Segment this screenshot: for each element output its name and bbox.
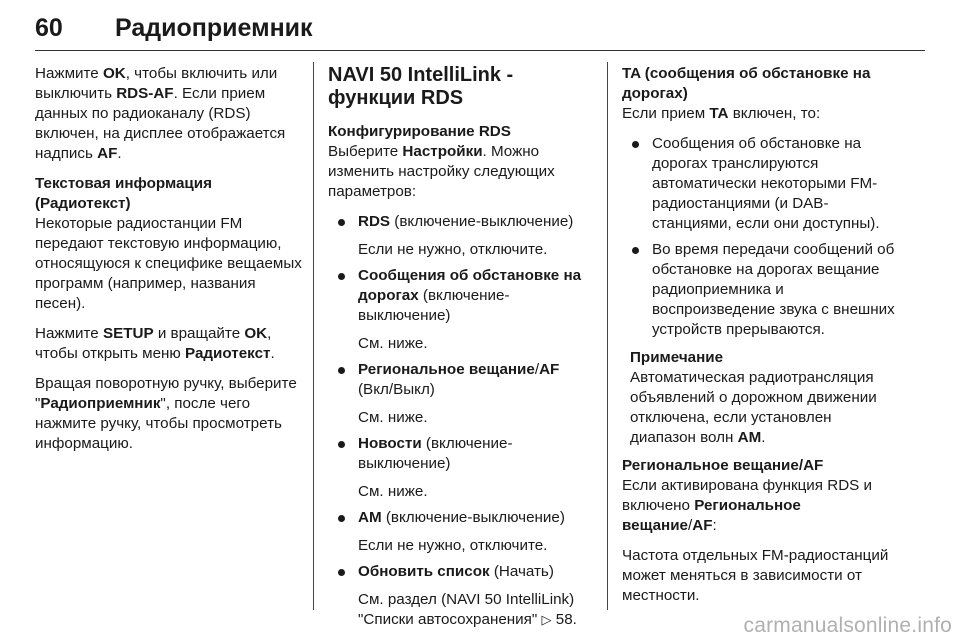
bullet-icon bbox=[632, 247, 639, 254]
page-header bbox=[35, 6, 925, 52]
paragraph-regional-intro: Если активирована функция RDS и включено Региональное вещание/AF: bbox=[622, 477, 873, 534]
list-item-update-list: Обновить список (Начать) bbox=[328, 562, 596, 582]
item-note-regional: См. ниже. bbox=[358, 409, 428, 426]
page-number: 60 bbox=[35, 14, 63, 42]
page-title: Радиоприемник bbox=[115, 14, 313, 42]
paragraph-ta-intro: Если прием TA включен, то: bbox=[622, 105, 821, 122]
bullet-icon bbox=[338, 273, 345, 280]
menu-radiotext: Радиотекст bbox=[185, 345, 271, 362]
menu-radio: Радиоприемник bbox=[40, 395, 161, 412]
note-title: Примечание bbox=[630, 349, 724, 366]
watermark: carmanualsonline.info bbox=[743, 614, 952, 637]
item-note-news: См. ниже. bbox=[358, 483, 428, 500]
column-divider-1 bbox=[313, 62, 314, 610]
paragraph-rds-af: Нажмите OK, чтобы включить или выключить RDS-AF. Если прием данных по радиоканалу (RDS) включен, на дисплее отображается надпись AF. bbox=[35, 65, 286, 162]
section-title-navi50: NAVI 50 IntelliLink - функции RDS bbox=[328, 64, 514, 109]
bullet-icon bbox=[338, 441, 345, 448]
item-note-traffic: См. ниже. bbox=[358, 335, 428, 352]
column-1 bbox=[35, 64, 303, 464]
key-rds-af: RDS-AF bbox=[116, 85, 174, 102]
key-af: AF bbox=[97, 145, 118, 162]
page-ref-number: 58. bbox=[555, 611, 577, 628]
bullet-icon bbox=[632, 141, 639, 148]
item-note-rds: Если не нужно, отключите. bbox=[358, 241, 548, 258]
heading-regional-af: Региональное вещание/AF bbox=[622, 457, 824, 474]
bullet-icon bbox=[338, 219, 345, 226]
item-note-update-list: См. раздел (NAVI 50 IntelliLink) "Списки автосохранения" ▷ 58. bbox=[358, 591, 577, 628]
list-item-regional: Региональное вещание/AF (Вкл/Выкл) bbox=[328, 360, 596, 400]
bullet-icon bbox=[338, 569, 345, 576]
column-divider-2 bbox=[607, 62, 608, 610]
paragraph-setup: Нажмите SETUP и вращайте OK, чтобы открыть меню Радиотекст. bbox=[35, 325, 275, 362]
paragraph-frequency: Частота отдельных FM-радиостанций может меняться в зависимости от местности. bbox=[622, 547, 889, 604]
key-ta: TA bbox=[709, 105, 729, 122]
note-box bbox=[622, 348, 897, 448]
list-item-traffic: Сообщения об обстановке на дорогах (включение-выключение) bbox=[328, 266, 596, 326]
heading-radiotext: Текстовая информация (Радиотекст) bbox=[35, 175, 212, 212]
paragraph-rotary: Вращая поворотную ручку, выберите "Радиоприемник", после чего нажмите ручку, чтобы просмотреть информацию. bbox=[35, 375, 297, 452]
bullet-icon bbox=[338, 367, 345, 374]
paragraph-radiotext-intro: Некоторые радиостанции FM передают текстовую информацию, относящуюся к специфике вещаемых программ (например, названия песен). bbox=[35, 215, 302, 312]
menu-settings: Настройки bbox=[402, 143, 483, 160]
ta-list bbox=[622, 134, 897, 340]
key-am: AM bbox=[737, 429, 762, 446]
list-item-rds: RDS (включение-выключение) bbox=[328, 212, 596, 232]
page-ref-icon: ▷ bbox=[541, 612, 552, 627]
list-item-am: AM (включение-выключение) bbox=[328, 508, 596, 528]
column-2 bbox=[328, 64, 596, 636]
item-note-am: Если не нужно, отключите. bbox=[358, 537, 548, 554]
list-item-ta-1: Сообщения об обстановке на дорогах транслируются автоматически некоторыми FM-радиостанциями (и DAB-станциями, если они доступны). bbox=[622, 134, 897, 234]
column-3 bbox=[622, 64, 897, 616]
note-text: Автоматическая радиотрансляция объявлений о дорожном движении отключена, если установлен диапазон волн AM. bbox=[630, 369, 877, 446]
heading-ta: TA (сообщения об обстановке на дорогах) bbox=[622, 65, 871, 102]
key-setup: SETUP bbox=[102, 325, 154, 342]
list-item-news: Новости (включение-выключение) bbox=[328, 434, 596, 474]
header-divider bbox=[35, 50, 925, 51]
paragraph-settings-intro: Выберите Настройки. Можно изменить настройку следующих параметров: bbox=[328, 143, 555, 200]
key-ok: OK bbox=[102, 65, 126, 82]
list-item-ta-2: Во время передачи сообщений об обстановке на дорогах вещание радиоприемника и воспроизведение звука с внешних устройств прерываются. bbox=[622, 240, 897, 340]
heading-rds-config: Конфигурирование RDS bbox=[328, 123, 511, 140]
bullet-icon bbox=[338, 515, 345, 522]
key-ok-2: OK bbox=[244, 325, 268, 342]
settings-list bbox=[328, 212, 596, 232]
